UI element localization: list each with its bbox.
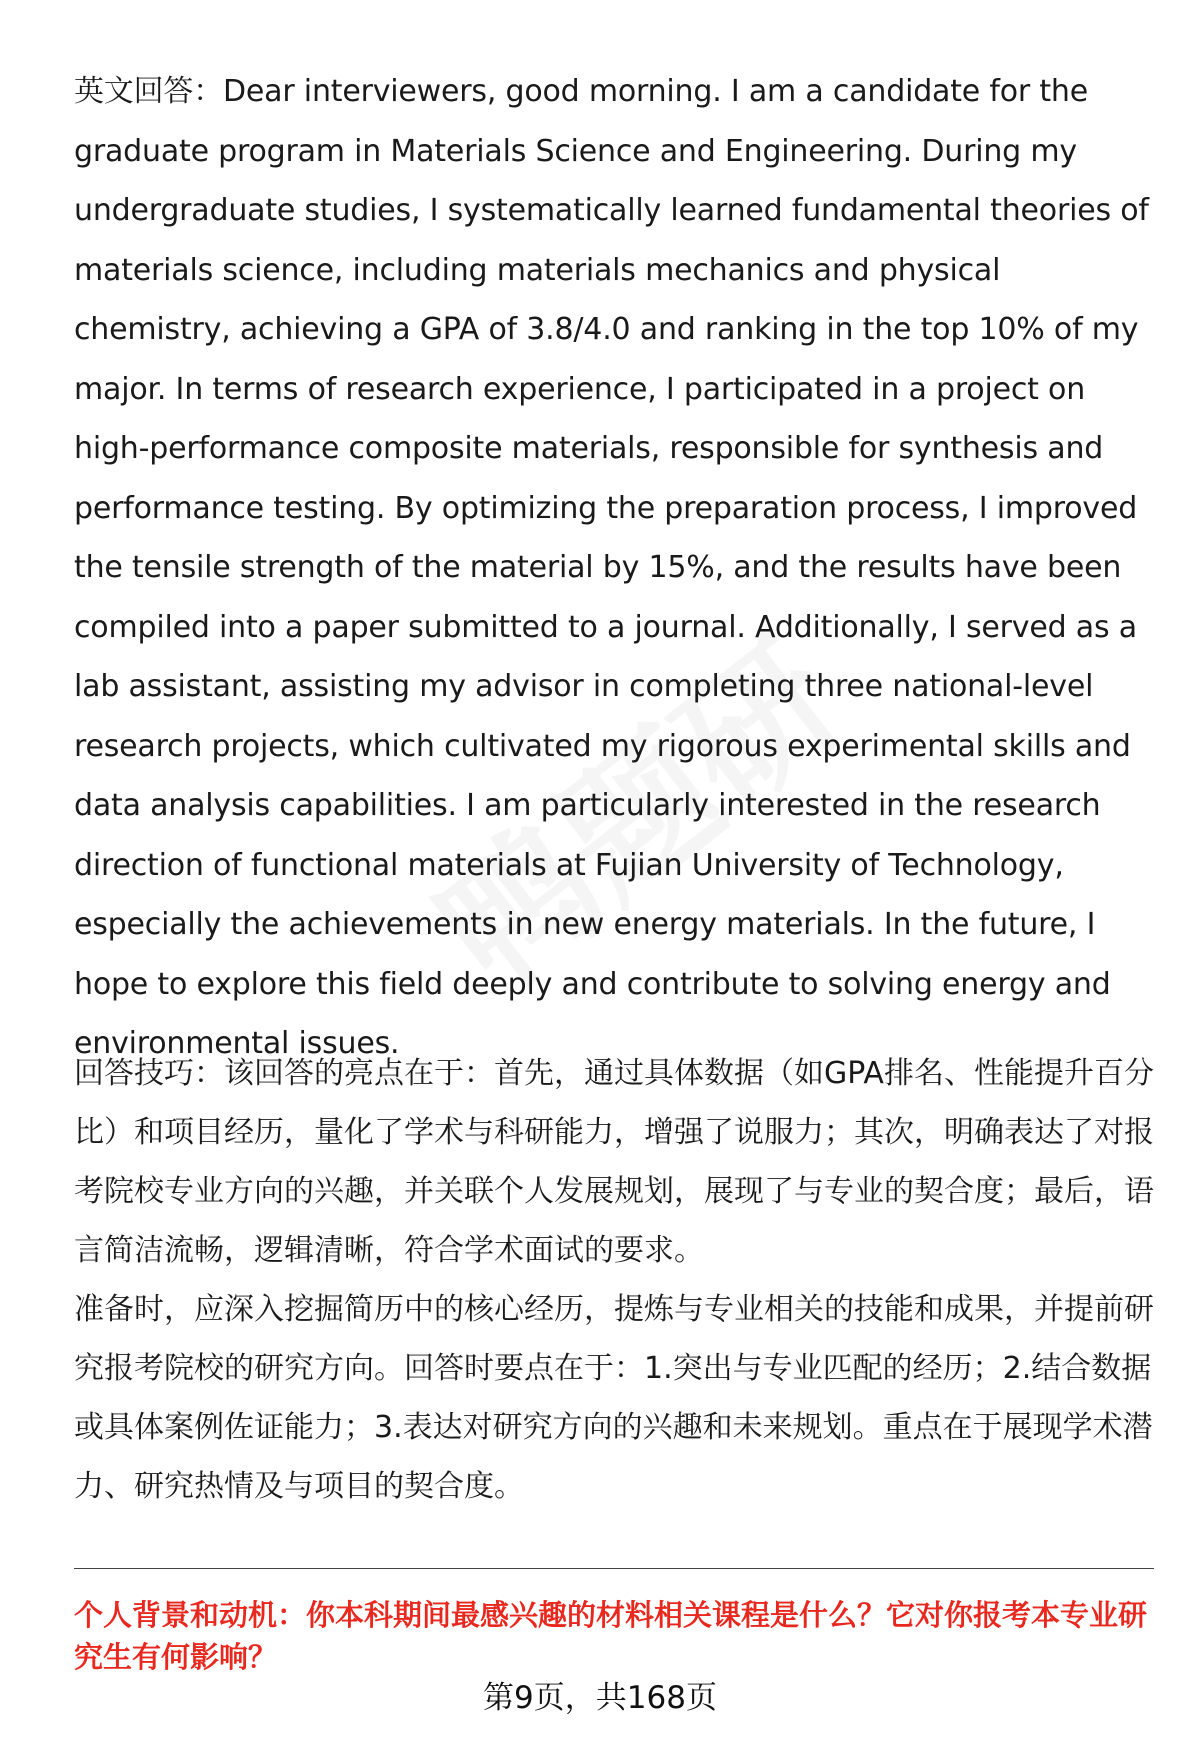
preparation-paragraph: 准备时，应深入挖掘简历中的核心经历，提炼与专业相关的技能和成果，并提前研究报考院校的研究方向。回答时要点在于：1.突出与专业匹配的经历；2.结合数据或具体案例佐证能力；3.表达对研究方向的兴趣和未来规划。重点在于展现学术潜力、研究热情及与项目的契合度。 bbox=[74, 1292, 1154, 1504]
answer-tips-section bbox=[74, 1044, 1154, 1280]
answer-tips-label: 回答技巧： bbox=[74, 1056, 224, 1091]
page-number-footer: 第9页，共168页 bbox=[483, 1680, 717, 1716]
next-question-heading: 个人背景和动机：你本科期间最感兴趣的材料相关课程是什么？它对你报考本专业研究生有何影响？ bbox=[74, 1598, 1148, 1674]
section-divider bbox=[74, 1568, 1154, 1569]
english-answer-label: 英文回答： bbox=[74, 74, 223, 109]
english-answer-section bbox=[74, 62, 1154, 1074]
answer-tips-text: 该回答的亮点在于：首先，通过具体数据（如GPA排名、性能提升百分比）和项目经历，量化了学术与科研能力，增强了说服力；其次，明确表达了对报考院校专业方向的兴趣，并关联个人发展规划，展现了与专业的契合度；最后，语言简洁流畅，逻辑清晰，符合学术面试的要求。 bbox=[74, 1056, 1154, 1268]
english-answer-text: Dear interviewers, good morning. I am a candidate for the graduate program in Materials Science and Engineering. During my undergraduate studies, I systematically learned fundamental theories of materials science, including materials mechanics and physical chemistry, achieving a GPA of 3.8/4.0 and ranking in the top 10% of my major. In terms of research experience, I participated in a project on high-performance composite materials, responsible for synthesis and performance testing. By optimizing the preparation process, I improved the tensile strength of the material by 15%, and the results have been compiled into a paper submitted to a journal. Additionally, I served as a lab assistant, assisting my advisor in completing three national-level research projects, which cultivated my rigorous experimental skills and data analysis capabilities. I am particularly interested in the research direction of functional materials at Fujian University of Technology, especially the achievements in new energy materials. In the future, I hope to explore this field deeply and contribute to solving energy and environmental issues. bbox=[74, 74, 1149, 1061]
